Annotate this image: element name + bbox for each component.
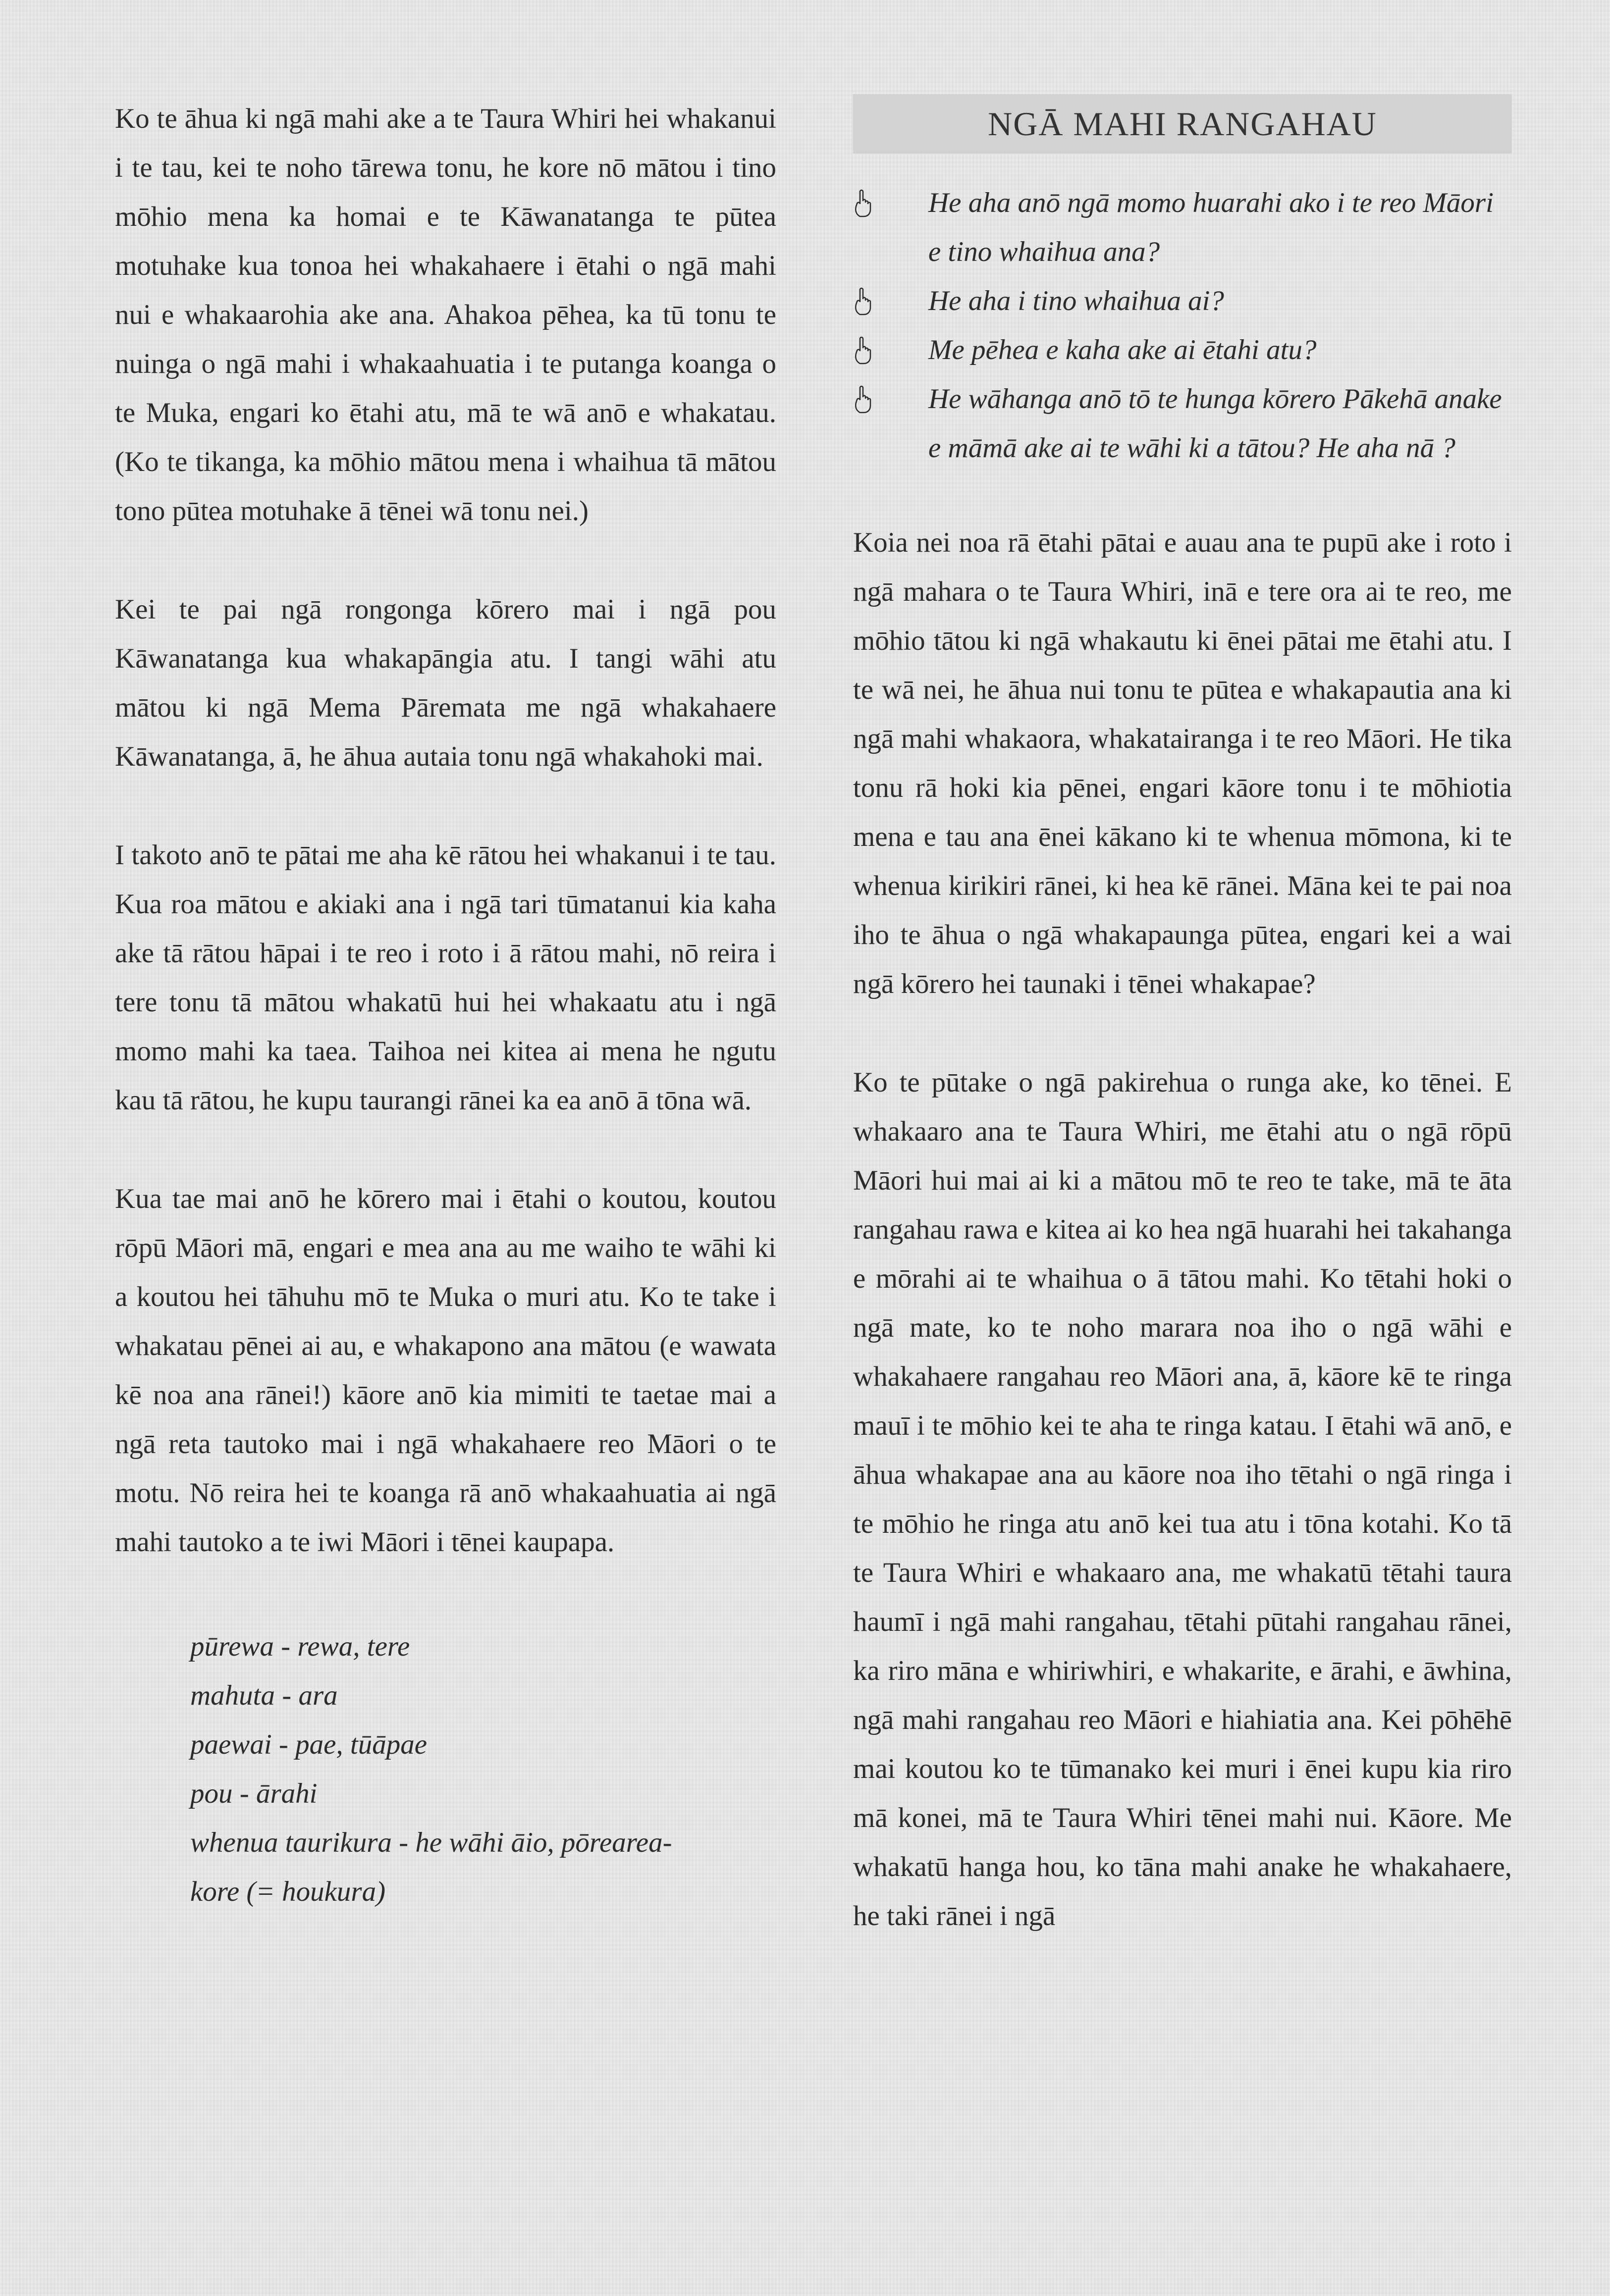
pointing-hand-icon <box>853 276 928 325</box>
glossary-item: paewai - pae, tūāpae <box>190 1729 428 1760</box>
question-text: He aha i tino whaihua ai? <box>928 285 1224 316</box>
left-column <box>115 94 776 1916</box>
right-paragraph-1: Koia nei noa rā ētahi pātai e auau ana te pupū ake i roto i ngā mahara o te Taura Whiri, inā e tere ora ai te reo, me mōhio tātou ki ngā whakautu ki ēnei pātai me ētahi atu. I te wā nei, he āhua nui tonu te pūtea e whakapautia ana ki ngā mahi whakaora, whakatairanga i te reo Māori. He tika tonu rā hoki kia pēnei, engari kāore tonu i te mōhiotia mena e tau ana ēnei kākano ki te whenua mōmona, ki te whenua kirikiri rānei, ki hea kē rānei. Māna kei te pai noa iho te āhua o ngā whakapaunga pūtea, engari kei a wai ngā kōrero hei taunaki i tēnei whakapae? <box>853 527 1512 999</box>
section-heading-box <box>853 94 1512 154</box>
question-text: He aha anō ngā momo huarahi ako i te reo Māori e tino whaihua ana? <box>928 187 1494 267</box>
glossary-item: pūrewa - rewa, tere <box>190 1631 410 1662</box>
left-paragraph-2: Kei te pai ngā rongonga kōrero mai i ngā pou Kāwanatanga kua whakapāngia atu. I tangi wāhi atu mātou ki ngā Mema Pāremata me ngā whakahaere Kāwanatanga, ā, he āhua autaia tonu ngā whakahoki mai. <box>115 594 776 772</box>
glossary <box>190 1622 776 1916</box>
pointing-hand-icon <box>853 325 928 374</box>
question-list <box>853 178 1512 472</box>
left-paragraph-1: Ko te āhua ki ngā mahi ake a te Taura Whiri hei whakanui i te tau, kei te noho tārewa tonu, he kore nō mātou i tino mōhio mena ka homai e te Kāwanatanga te pūtea motuhake kua tonoa hei whakahaere i ētahi o ngā mahi nui e whakaarohia ake ana. Ahakoa pēhea, ka tū tonu te nuinga o ngā mahi i whakaahuatia i te putanga koanga o te Muka, engari ko ētahi atu, mā te wā anō e whakatau. (Ko te tikanga, ka mōhio mātou mena i whaihua tā mātou tono pūtea motuhake ā tēnei wā tonu nei.) <box>115 103 776 526</box>
question-item <box>853 276 1512 325</box>
glossary-item: whenua taurikura - he wāhi āio, pōrearea- <box>190 1827 672 1858</box>
left-paragraph-4: Kua tae mai anō he kōrero mai i ētahi o koutou, koutou rōpū Māori mā, engari e mea ana au me waiho te wāhi ki a koutou hei tāhuhu mō te Muka o muri atu. Ko te take i whakatau pēnei ai au, e whakapono ana mātou (e wawata kē noa ana rānei!) kāore anō kia mimiti te taetae mai a ngā reta tautoko mai i ngā whakahaere reo Māori o te motu. Nō reira hei te koanga rā anō whakaahuatia ai ngā mahi tautoko a te iwi Māori i tēnei kaupapa. <box>115 1183 776 1558</box>
pointing-hand-icon <box>853 178 928 227</box>
glossary-item: pou - ārahi <box>190 1778 318 1809</box>
question-item <box>853 374 1512 472</box>
glossary-item: mahuta - ara <box>190 1680 338 1711</box>
question-item <box>853 325 1512 374</box>
question-text: Me pēhea e kaha ake ai ētahi atu? <box>928 334 1317 365</box>
question-text: He wāhanga anō tō te hunga kōrero Pākehā anake e māmā ake ai te wāhi ki a tātou? He aha nā ? <box>928 383 1502 464</box>
pointing-hand-icon <box>853 374 928 423</box>
right-column <box>853 94 1512 1990</box>
left-paragraph-3: I takoto anō te pātai me aha kē rātou hei whakanui i te tau. Kua roa mātou e akiaki ana i ngā tari tūmatanui kia kaha ake tā rātou hāpai i te reo i roto i ā rātou mahi, nō reira i tere tonu tā mātou whakatū hui hei whakaatu atu i ngā momo mahi ka taea. Taihoa nei kitea ai mena he ngutu kau tā rātou, he kupu taurangi rānei ka ea anō ā tōna wā. <box>115 839 776 1116</box>
glossary-item: kore (= houkura) <box>190 1876 386 1907</box>
right-paragraph-2: Ko te pūtake o ngā pakirehua o runga ake, ko tēnei. E whakaaro ana te Taura Whiri, me ētahi atu o ngā rōpū Māori hui mai ai ki a mātou mō te reo te take, mā te āta rangahau rawa e kitea ai ko hea ngā huarahi hei takahanga e mōrahi ai te whaihua o ā tātou mahi. Ko tētahi hoki o ngā mate, ko te noho marara noa iho o ngā wāhi e whakahaere rangahau reo Māori ana, ā, kāore kē te ringa mauī i te mōhio kei te aha te ringa katau. I ētahi wā anō, e āhua whakapae ana au kāore noa iho tētahi o ngā ringa i te mōhio he ringa atu anō kei tua atu i tōna kotahi. Ko tā te Taura Whiri e whakaaro ana, me whakatū tētahi taura haumī i ngā mahi rangahau, tētahi pūtahi rangahau rānei, ka riro māna e whiriwhiri, e whakarite, e ārahi, e āwhina, ngā mahi rangahau reo Māori e hiahiatia ana. Kei pōhēhē mai koutou ko te tūmanako kei muri i ēnei kupu kia riro mā konei, mā te Taura Whiri tēnei mahi nui. Kāore. Me whakatū hanga hou, ko tāna mahi anake he whakahaere, he taki rānei i ngā <box>853 1067 1512 1931</box>
section-heading: NGĀ MAHI RANGAHAU <box>988 104 1377 143</box>
question-item <box>853 178 1512 276</box>
